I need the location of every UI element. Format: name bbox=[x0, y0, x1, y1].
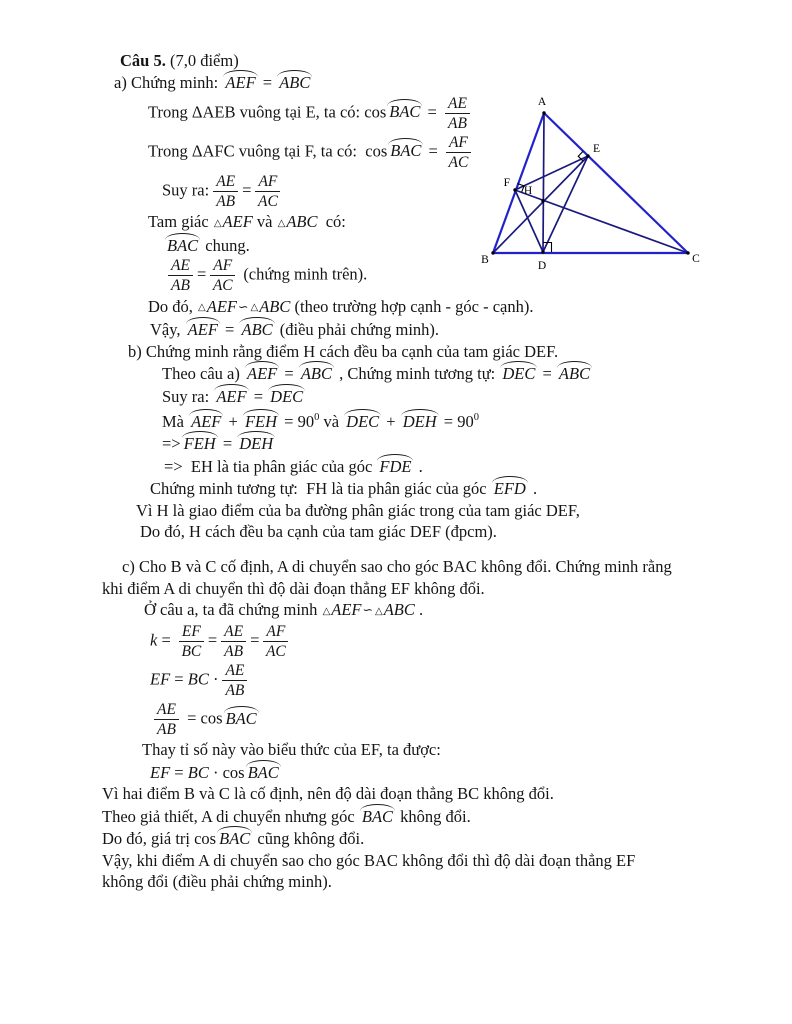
angle-with-arc: DEC bbox=[267, 385, 306, 407]
denominator: AB bbox=[216, 193, 236, 211]
math-variable: AEF bbox=[222, 212, 253, 232]
text-line-17 bbox=[150, 477, 772, 499]
text: = bbox=[170, 762, 188, 782]
fraction bbox=[263, 623, 288, 660]
fraction bbox=[179, 623, 204, 660]
text: Suy ra: bbox=[162, 180, 210, 200]
text-line-14 bbox=[162, 407, 772, 432]
angle-with-arc: DEH bbox=[236, 432, 276, 454]
label-H: H bbox=[523, 185, 533, 197]
text-line-11 bbox=[128, 341, 772, 362]
text: Do đó, bbox=[148, 296, 198, 316]
text: => EH là tia phân giác của góc bbox=[164, 456, 377, 476]
symbol-tri: △ bbox=[322, 605, 331, 617]
text: c) Cho B và C cố định, A di chuyển sao cho góc BAC không đổi. Chứng minh rằng bbox=[122, 557, 672, 577]
math-variable: EF bbox=[150, 669, 171, 689]
text: Vậy, bbox=[150, 320, 185, 340]
text: (theo trường hợp cạnh - góc - cạnh). bbox=[290, 296, 534, 316]
angle-with-arc: DEC bbox=[499, 362, 538, 384]
text: = bbox=[242, 180, 252, 200]
text: = bbox=[250, 630, 260, 650]
text: cũng không đổi. bbox=[253, 829, 365, 849]
geometry-figure bbox=[476, 91, 711, 279]
text-line-28 bbox=[102, 783, 772, 804]
numerator: AF bbox=[446, 134, 471, 153]
denominator: AB bbox=[224, 643, 244, 661]
side-AC bbox=[544, 113, 688, 253]
segment-DE bbox=[543, 156, 588, 252]
superscript: 0 bbox=[314, 412, 320, 424]
text-line-10 bbox=[150, 318, 772, 340]
denominator: BC bbox=[181, 643, 202, 661]
point-D bbox=[541, 250, 544, 253]
text-line-19 bbox=[140, 521, 772, 542]
symbol-sim: ∽ bbox=[362, 602, 373, 618]
text: không đổi (điều phải chứng minh). bbox=[102, 871, 332, 891]
text-line-24 bbox=[150, 661, 772, 700]
text: Vì H là giao điểm của ba đường phân giác trong của tam giác DEF, bbox=[136, 500, 580, 520]
math-variable: EF bbox=[150, 762, 171, 782]
text-line-21 bbox=[102, 578, 772, 599]
point-B bbox=[491, 251, 494, 254]
text-line-20 bbox=[122, 556, 772, 577]
text: (chứng minh trên). bbox=[239, 264, 368, 284]
angle-with-arc: BAC bbox=[386, 100, 423, 122]
math-variable: AEF bbox=[331, 600, 362, 620]
angle-with-arc: DEC bbox=[343, 410, 382, 432]
point-A bbox=[542, 111, 545, 114]
text: Trong ΔAFC vuông tại F, ta có: cos bbox=[148, 141, 388, 161]
fraction bbox=[445, 95, 470, 132]
math-variable: AEF bbox=[206, 296, 237, 316]
angle-with-arc: BAC bbox=[245, 761, 282, 783]
heading-text: Câu 5. bbox=[120, 51, 166, 70]
label-B: B bbox=[481, 254, 489, 266]
angle-with-arc: ABC bbox=[298, 362, 335, 384]
text: Thay tỉ số này vào biểu thức của EF, ta được: bbox=[142, 740, 441, 760]
altitude-BE bbox=[493, 156, 588, 253]
text: · bbox=[208, 669, 219, 689]
text-line-32 bbox=[102, 871, 772, 892]
text-line-29 bbox=[102, 805, 772, 827]
text: = bbox=[207, 630, 218, 650]
point-H bbox=[541, 199, 544, 202]
math-variable: ABC bbox=[286, 212, 318, 232]
numerator: AF bbox=[255, 173, 280, 192]
angle-with-arc: ABC bbox=[238, 318, 275, 340]
text-line-22 bbox=[144, 599, 772, 622]
text: = bbox=[196, 264, 207, 284]
numerator: AF bbox=[263, 623, 288, 642]
text-line-9 bbox=[148, 296, 772, 319]
text-line-23 bbox=[150, 622, 772, 661]
numerator: AE bbox=[154, 701, 179, 720]
altitude-CF bbox=[515, 190, 688, 253]
text: = bbox=[538, 364, 556, 384]
text: a) Chứng minh: bbox=[114, 73, 223, 93]
fraction bbox=[222, 662, 247, 699]
side-AB bbox=[493, 113, 544, 253]
angle-with-arc: BAC bbox=[164, 234, 201, 256]
text: khi điểm A di chuyển thì độ dài đoạn thẳng EF không đổi. bbox=[102, 578, 485, 598]
label-C: C bbox=[692, 253, 700, 265]
numerator: AE bbox=[213, 173, 238, 192]
text: (7,0 điểm) bbox=[165, 51, 239, 70]
numerator: AE bbox=[222, 662, 247, 681]
denominator: AC bbox=[448, 153, 469, 171]
fraction bbox=[154, 701, 179, 738]
numerator: AE bbox=[168, 257, 193, 276]
angle-with-arc: AEF bbox=[222, 71, 258, 93]
label-A: A bbox=[537, 96, 547, 108]
denominator: AB bbox=[157, 721, 176, 739]
fraction bbox=[213, 173, 238, 210]
text: = 90 bbox=[439, 412, 474, 432]
fraction bbox=[255, 173, 280, 210]
text: + bbox=[382, 412, 400, 432]
text: = bbox=[424, 141, 442, 161]
text: = bbox=[170, 669, 188, 689]
text: Ở câu a, ta đã chứng minh bbox=[144, 600, 322, 620]
text-line-26 bbox=[142, 739, 772, 760]
angle-with-arc: BAC bbox=[223, 707, 260, 729]
angle-with-arc: FDE bbox=[376, 455, 414, 477]
text: = 90 bbox=[280, 412, 315, 432]
numerator: AF bbox=[210, 257, 235, 276]
fraction bbox=[210, 257, 235, 294]
denominator: AC bbox=[258, 193, 278, 211]
text: và bbox=[319, 412, 344, 432]
text-line-30 bbox=[102, 827, 772, 849]
text: = bbox=[249, 386, 268, 406]
denominator: AB bbox=[171, 277, 190, 295]
text: b) Chứng minh rằng điểm H cách đều ba cạnh của tam giác DEF. bbox=[128, 341, 559, 361]
text: => bbox=[162, 434, 181, 454]
text: = bbox=[423, 102, 441, 122]
triangle-diagram bbox=[476, 91, 711, 279]
text: (điều phải chứng minh). bbox=[275, 320, 440, 340]
numerator: EF bbox=[179, 623, 204, 642]
angle-with-arc: FEH bbox=[181, 432, 219, 454]
text: và bbox=[252, 212, 277, 232]
fraction bbox=[168, 257, 193, 294]
fraction bbox=[446, 134, 471, 171]
text: = bbox=[258, 73, 277, 93]
angle-with-arc: ABC bbox=[556, 362, 593, 384]
superscript: 0 bbox=[473, 412, 479, 424]
text: . bbox=[528, 479, 538, 499]
symbol-tri: △ bbox=[213, 217, 222, 229]
symbol-tri: △ bbox=[277, 217, 286, 229]
label-D: D bbox=[537, 260, 547, 272]
text: chung. bbox=[201, 236, 250, 255]
text: . bbox=[414, 600, 424, 620]
angle-with-arc: AEF bbox=[185, 318, 221, 340]
text: Suy ra: bbox=[162, 386, 214, 406]
numerator: AE bbox=[221, 623, 246, 642]
text-line-31 bbox=[102, 850, 772, 871]
text: Vậy, khi điểm A di chuyển sao cho góc BAC không đổi thì độ dài đoạn thẳng EF bbox=[102, 850, 636, 870]
text: = bbox=[220, 320, 239, 340]
text: Tam giác bbox=[148, 212, 213, 232]
text: = cos bbox=[182, 708, 223, 728]
text: = bbox=[218, 434, 237, 454]
angle-with-arc: DEH bbox=[400, 410, 440, 432]
text: Theo giả thiết, A di chuyển nhưng góc bbox=[102, 806, 359, 826]
point-C bbox=[686, 251, 689, 254]
text: Trong ΔAEB vuông tại E, ta có: cos bbox=[148, 102, 387, 122]
text: không đổi. bbox=[396, 806, 471, 826]
denominator: AC bbox=[265, 643, 286, 661]
text-line-15 bbox=[162, 432, 772, 454]
math-variable: BC bbox=[187, 669, 209, 689]
math-variable: ABC bbox=[383, 600, 415, 620]
text: Do đó, giá trị cos bbox=[102, 829, 217, 849]
angle-with-arc: ABC bbox=[276, 71, 313, 93]
text: = bbox=[157, 630, 175, 650]
angle-with-arc: BAC bbox=[359, 805, 396, 827]
point-E bbox=[586, 154, 589, 157]
symbol-tri: △ bbox=[250, 302, 259, 313]
symbol-tri: △ bbox=[198, 302, 206, 313]
fraction bbox=[221, 623, 246, 660]
text: + bbox=[224, 412, 242, 432]
numerator: AE bbox=[445, 95, 470, 114]
text: = bbox=[280, 364, 298, 384]
symbol-sim: ∽ bbox=[238, 298, 249, 314]
angle-with-arc: AEF bbox=[188, 410, 224, 432]
text: Chứng minh tương tự: FH là tia phân giác của góc bbox=[150, 479, 491, 499]
angle-with-arc: AEF bbox=[213, 385, 249, 407]
label-F: F bbox=[503, 177, 510, 189]
angle-with-arc: BAC bbox=[387, 139, 424, 161]
symbol-tri: △ bbox=[375, 605, 383, 617]
altitude-AD bbox=[543, 113, 544, 252]
text-line-12 bbox=[162, 362, 772, 384]
text: có: bbox=[317, 212, 346, 232]
angle-with-arc: EFD bbox=[491, 477, 529, 499]
text-line-27 bbox=[150, 761, 772, 783]
point-F bbox=[513, 188, 516, 191]
text: , Chứng minh tương tự: bbox=[334, 364, 500, 384]
angle-with-arc: BAC bbox=[216, 827, 253, 849]
text-line-18 bbox=[136, 500, 772, 521]
text-line-25 bbox=[150, 700, 772, 739]
text-line-13 bbox=[162, 385, 772, 407]
text: Theo câu a) bbox=[162, 364, 244, 384]
text: Do đó, H cách đều ba cạnh của tam giác DEF (đpcm). bbox=[140, 522, 497, 542]
text-line-1 bbox=[120, 50, 772, 71]
denominator: AB bbox=[447, 114, 467, 132]
angle-with-arc: AEF bbox=[244, 362, 280, 384]
math-variable: k bbox=[150, 630, 158, 650]
text: Vì hai điểm B và C là cố định, nên độ dài đoạn thẳng BC không đổi. bbox=[102, 784, 554, 804]
math-variable: ABC bbox=[259, 296, 291, 316]
label-E: E bbox=[593, 143, 601, 155]
text: Mà bbox=[162, 412, 189, 432]
math-variable: BC bbox=[187, 762, 209, 782]
angle-with-arc: FEH bbox=[242, 410, 280, 432]
text-line-16 bbox=[164, 455, 772, 477]
denominator: AC bbox=[212, 277, 233, 295]
text: . bbox=[414, 456, 423, 476]
denominator: AB bbox=[225, 682, 245, 700]
text: · cos bbox=[208, 762, 245, 782]
